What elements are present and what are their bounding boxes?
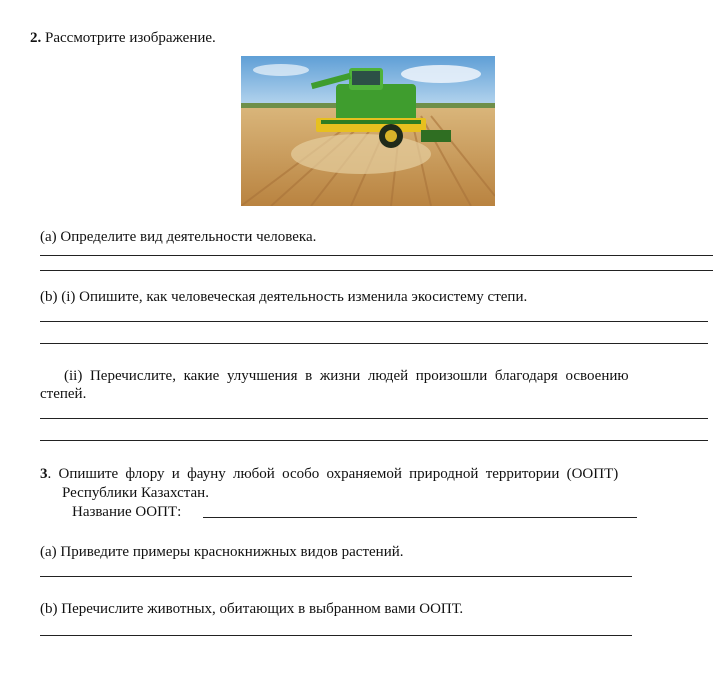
answer-line-2b-i-2[interactable] [40,343,708,344]
question-2b-i-text: (b) (i) Опишите, как человеческая деятельность изменила экосистему степи. [40,289,528,305]
question-2-prompt: Рассмотрите изображение. [45,30,216,46]
question-3-line2: Республики Казахстан. [62,485,209,501]
question-3-line1 [40,466,618,483]
question-3a-text: (a) Приведите примеры краснокнижных видов растений. [40,544,404,560]
question-3b-text: (b) Перечислите животных, обитающих в выбранном вами ООПТ. [40,601,464,617]
question-3-line1-text: . Опишите флору и фауну любой особо охраняемой природной территории (ООПТ) [47,466,619,482]
ooopt-name-answer-line[interactable] [203,517,637,518]
question-2b-ii-line1: (ii) Перечислите, какие улучшения в жизни людей произошли благодаря освоению [64,368,629,384]
question-2-number: 2. [30,30,42,46]
ooopt-name-label: Название ООПТ: [72,504,182,520]
question-2-heading [30,30,216,47]
question-2b-ii-line2: степей. [40,386,87,402]
answer-line-2b-i-1[interactable] [40,321,708,322]
answer-line-3b[interactable] [40,635,632,636]
answer-line-2b-ii-2[interactable] [40,440,708,441]
answer-line-2a-2[interactable] [40,270,713,271]
answer-line-3a[interactable] [40,576,632,577]
answer-line-2a-1[interactable] [40,255,713,256]
question-2a-text: (a) Определите вид деятельности человека. [40,229,317,245]
combine-harvester-photo [241,56,495,206]
question-3-number: 3 [40,466,48,482]
answer-line-2b-ii-1[interactable] [40,418,708,419]
